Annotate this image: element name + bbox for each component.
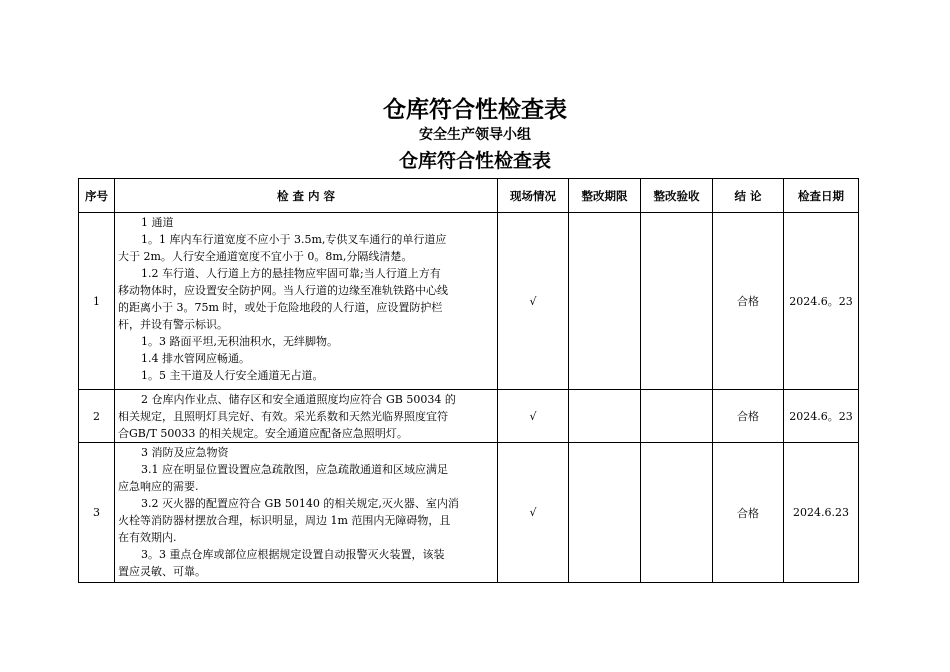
check-content-line: 的距离小于 3。75m 时，或处于危险地段的人行道，应设置防护栏 [118,301,443,314]
check-content-line: 杆，并设有警示标识。 [118,318,228,331]
row-rectify-deadline [569,390,641,443]
header-check-content: 检 查 内 容 [115,179,498,213]
row-conclusion: 合格 [713,443,784,583]
check-content-line: 1。1 库内车行道宽度不应小于 3.5m,专供叉车通行的单行道应 [141,233,447,246]
header-rectify-acceptance: 整改验收 [641,179,713,213]
row-site-status: √ [498,390,569,443]
row-serial-no: 1 [79,213,115,390]
check-content-line: 移动物体时，应设置安全防护网。当人行道的边缘至准轨铁路中心线 [118,284,448,297]
inspection-table [78,178,859,583]
page-title: 仓库符合性检查表 [383,97,567,123]
row-site-status: √ [498,213,569,390]
header-check-date: 检查日期 [784,179,859,213]
row-rectify-acceptance [641,390,713,443]
header-site-status: 现场情况 [498,179,569,213]
check-content-line: 在有效期内. [118,531,177,544]
row-conclusion: 合格 [713,390,784,443]
table-row [79,213,859,390]
row-check-content [115,213,498,390]
header-serial-no: 序号 [79,179,115,213]
header-conclusion: 结 论 [713,179,784,213]
check-content-line: 3.1 应在明显位置设置应急疏散图，应急疏散通道和区域应满足 [141,463,448,476]
check-content-line: 1 通道 [141,216,174,229]
check-content-line: 3。3 重点仓库或部位应根据规定设置自动报警灭火装置，该装 [141,548,445,561]
check-content-line: 应急响应的需要. [118,480,199,493]
table-row [79,443,859,583]
row-check-date: 2024.6。23 [784,213,859,390]
row-check-content [115,390,498,443]
row-check-content [115,443,498,583]
table-header-row [79,179,859,213]
check-content-line: 1。3 路面平坦,无积油积水，无绊脚物。 [141,335,338,348]
header-rectify-deadline: 整改期限 [569,179,641,213]
row-serial-no: 3 [79,443,115,583]
check-content-line: 3.2 灭火器的配置应符合 GB 50140 的相关规定,灭火器、室内消 [141,497,459,510]
row-conclusion: 合格 [713,213,784,390]
check-content-line: 1.2 车行道、人行道上方的悬挂物应牢固可靠;当人行道上方有 [141,267,441,280]
table-title: 仓库符合性检查表 [398,150,551,172]
row-serial-no: 2 [79,390,115,443]
row-check-date: 2024.6。23 [784,390,859,443]
check-content-line: 相关规定，且照明灯具完好、有效。采光系数和天然光临界照度宜符 [118,410,448,423]
check-content-line: 2 仓库内作业点、储存区和安全通道照度均应符合 GB 50034 的 [141,393,456,406]
row-rectify-acceptance [641,443,713,583]
row-check-date: 2024.6.23 [784,443,859,583]
organization-subtitle: 安全生产领导小组 [419,127,531,143]
check-content-line: 置应灵敏、可靠。 [118,565,206,578]
check-content-line: 大于 2m。人行安全通道宽度不宜小于 0。8m,分隔线清楚。 [118,250,413,263]
check-content-line: 1。5 主干道及人行安全通道无占道。 [141,369,324,382]
table-row [79,390,859,443]
check-content-line: 合GB/T 50033 的相关规定。安全通道应配备应急照明灯。 [118,427,408,440]
check-content-line: 1.4 排水管网应畅通。 [141,352,250,365]
check-content-line: 火栓等消防器材摆放合理，标识明显，周边 1m 范围内无障碍物，且 [118,514,451,527]
row-rectify-deadline [569,213,641,390]
row-rectify-deadline [569,443,641,583]
check-content-line: 3 消防及应急物资 [141,446,229,459]
row-site-status: √ [498,443,569,583]
row-rectify-acceptance [641,213,713,390]
